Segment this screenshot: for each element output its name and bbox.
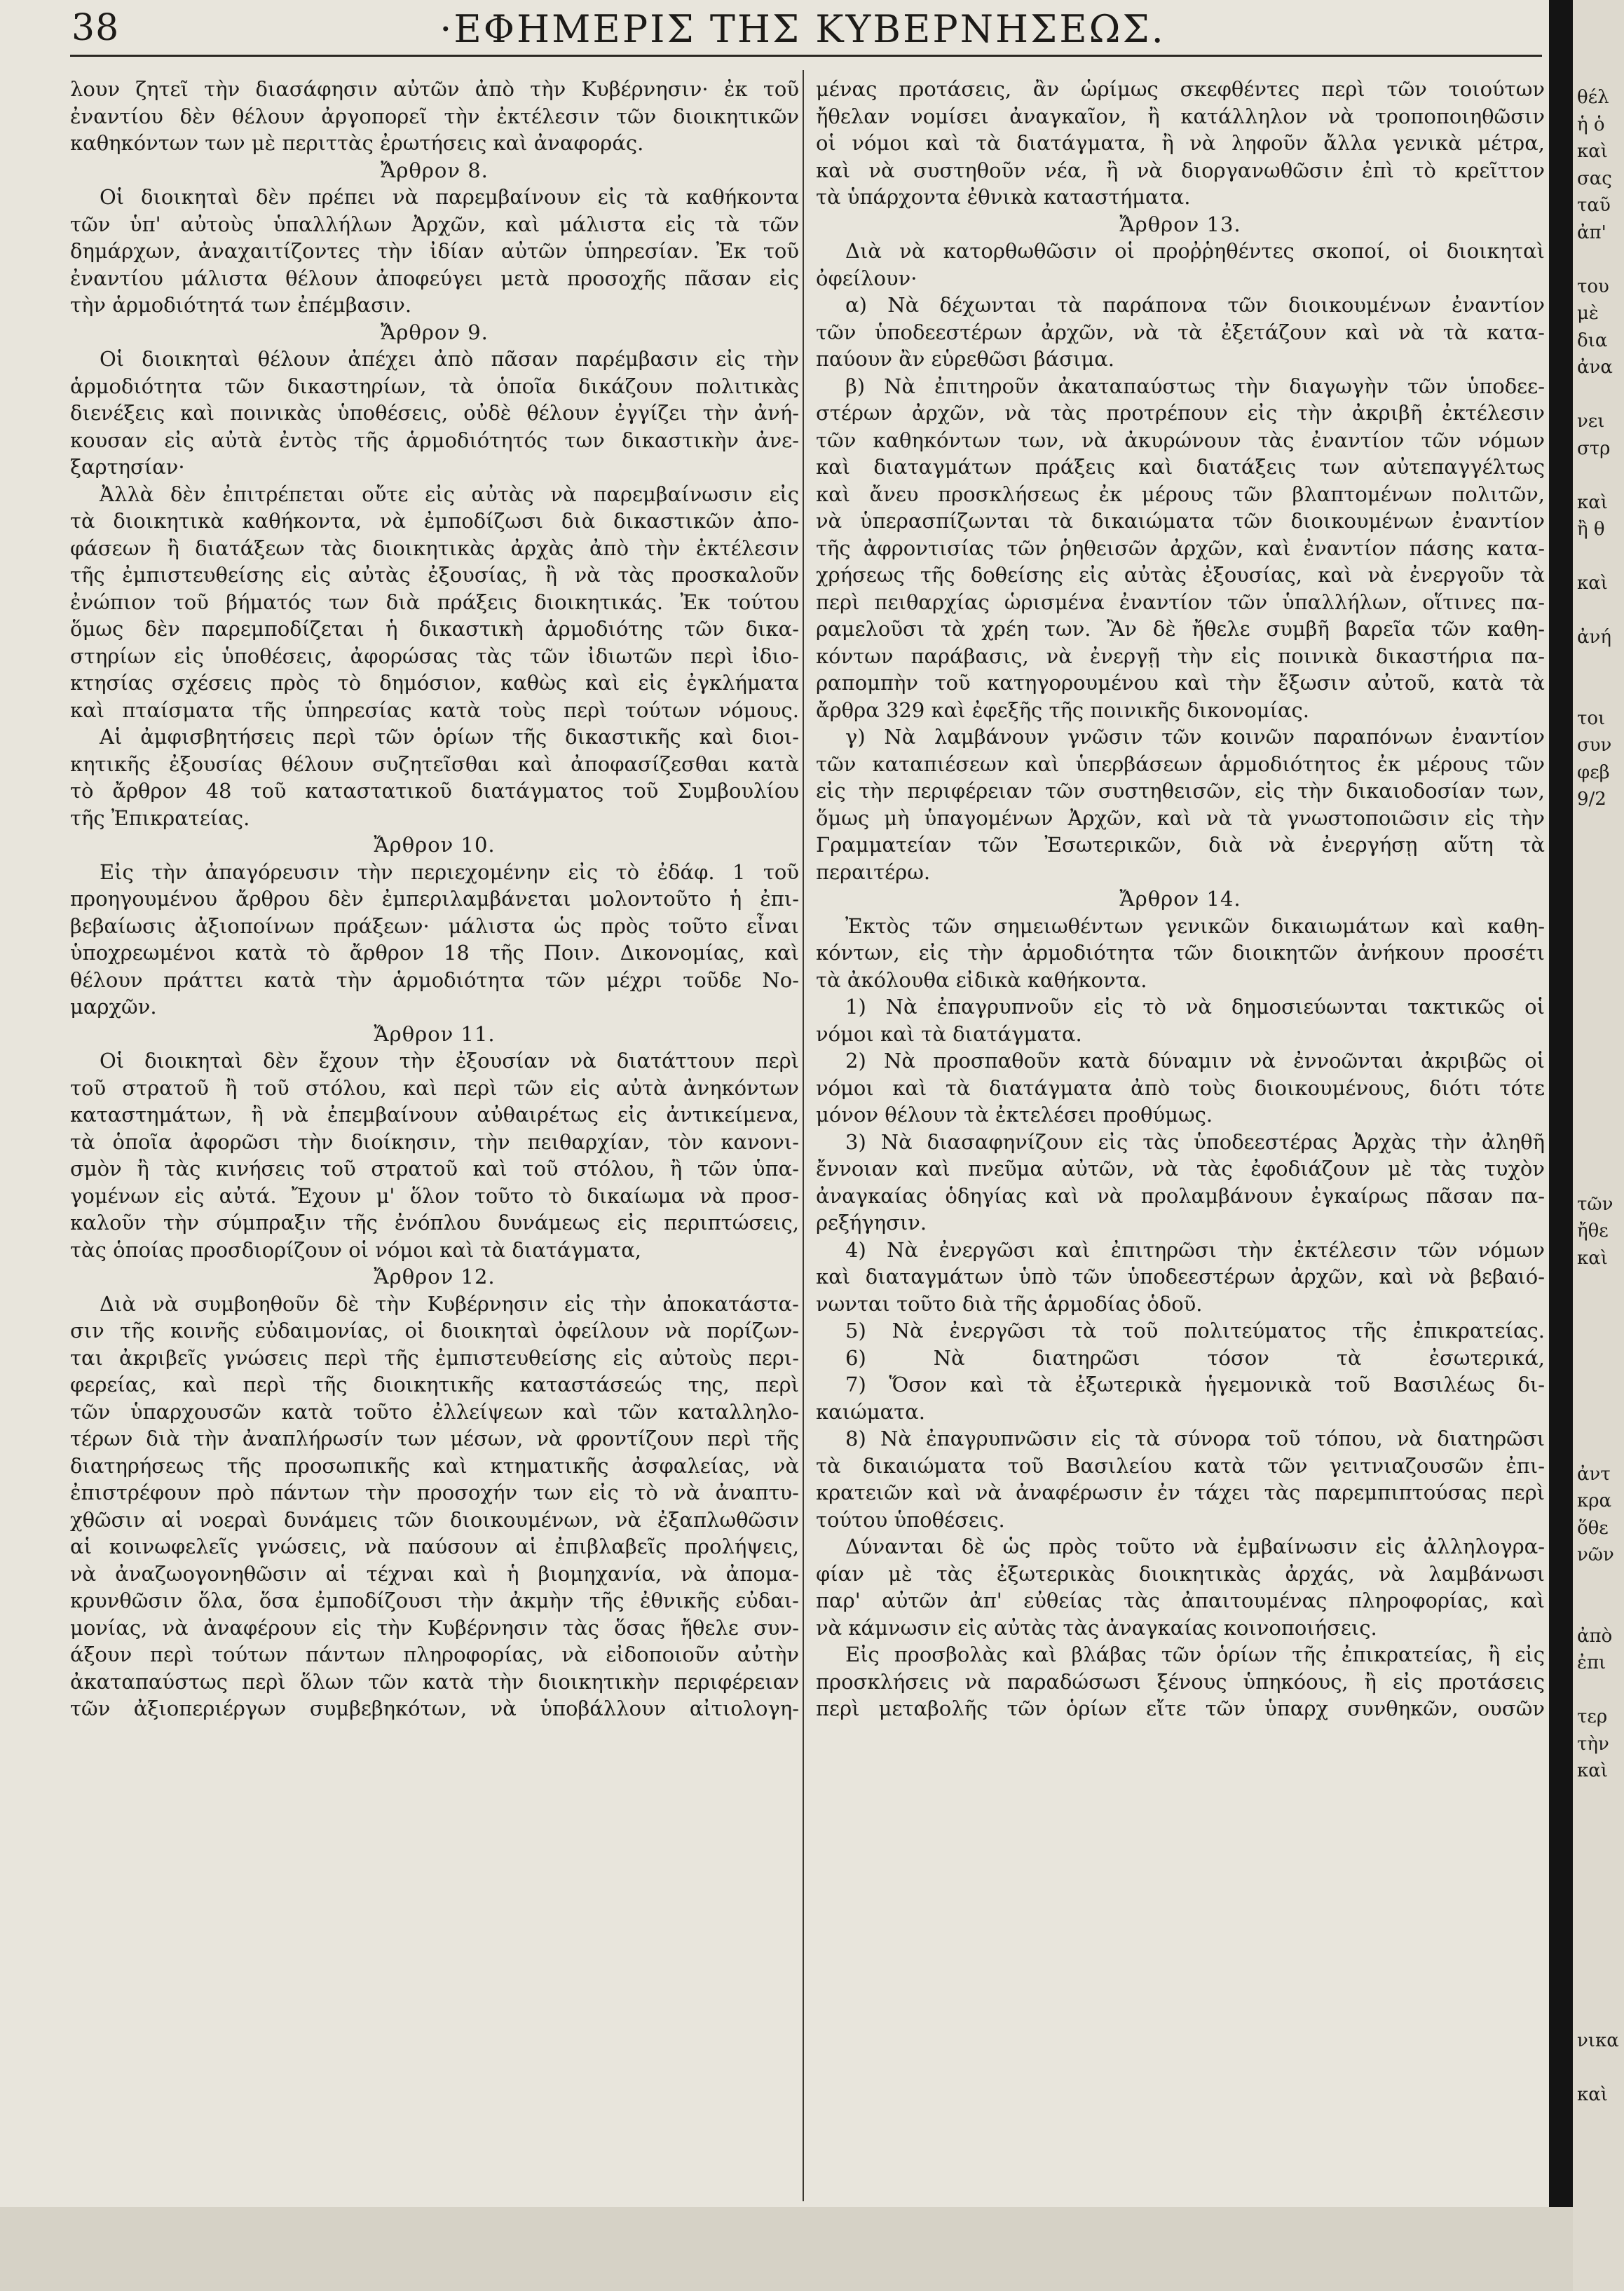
text-line: χθῶσιν αἱ νοεραὶ δυνάμεις τῶν διοικουμένων, νὰ ἐξαπλωθῶσιν [70,1507,799,1532]
text-line: καὶ πταίσματα τῆς ὑπηρεσίας κατὰ τοὺς περὶ τούτων νόμους. [70,698,799,722]
margin-fragment [1573,1785,1624,1812]
text-line: ὑποχρεωμένοι κατὰ τὸ ἄρθρον 18 τῆς Ποιν. Δικονομίας, καὶ [70,941,799,965]
article-heading: Ἄρθρον 14. [1119,887,1241,911]
text-line: φίαν μὲ τὰς ἐξωτερικὰς διοικητικὰς ἀρχάς, νὰ λαμβάνωσι [816,1561,1545,1586]
text-line: βεβαίωσις ἀξιοποίνων πράξεων· μάλιστα ὡς πρὸς τοῦτο εἶναι [70,913,799,938]
text-line: τὰ ἀκόλουθα εἰδικὰ καθήκοντα. [816,967,1147,992]
text-line: ἤθελαν νομίσει ἀναγκαῖον, ἢ κατάλληλον νὰ τροποποιηθῶσιν [816,104,1545,128]
text-line: σιν τῆς κοινῆς εὐδαιμονίας, οἱ διοικηταὶ ὀφείλουν νὰ πορίζων- [70,1319,799,1342]
text-line: ὀφείλουν· [816,266,917,290]
margin-fragment [1573,543,1624,571]
text-line: μόνον θέλουν τὰ ἐκτελέσει προθύμως. [816,1103,1213,1127]
text-line: νὰ ὑπερασπίζωνται τὰ δικαιώματα τῶν διοικουμένων ἐναντίον [816,509,1545,533]
margin-fragment: τοι [1577,707,1606,729]
margin-fragment [1573,1947,1624,1974]
margin-fragment [1573,975,1624,1002]
margin-fragment [1573,1083,1624,1110]
text-line: κρυνθῶσιν ὅλα, ὅσα ἐμποδίζουσι τὴν ἀκμὴν τῆς ἐθνικῆς εὐδαι- [70,1589,799,1612]
text-line: μονίας, νὰ ἀναφέρουν εἰς τὴν Κυβέρνησιν τὰς ὅσας ἤθελε συν- [70,1615,799,1640]
margin-fragment [1573,1056,1624,1083]
margin-fragment: ταῦ [1577,195,1611,216]
text-line: Διὰ νὰ κατορθωθῶσιν οἱ προῤῥηθέντες σκοποί, οἱ διοικηταὶ [845,239,1545,263]
text-line: λουν ζητεῖ τὴν διασάφησιν αὐτῶν ἀπὸ τὴν Κυβέρνησιν· ἐκ τοῦ [70,77,799,101]
page-number: 38 [71,7,120,49]
margin-fragment [1573,1569,1624,1596]
margin-fragment [1573,813,1624,841]
text-line: κόντων παράβασις, νὰ ἐνεργῇ τὴν εἰς ποινικὰ δικαστήρια πα- [816,644,1545,668]
text-line: τούτου ὑποθέσεις. [816,1507,1005,1532]
margin-fragment [1573,651,1624,679]
text-line: ὅμως δὲν παρεμποδίζεται ἡ δικαστικὴ ἁρμοδιότης τῶν δικα- [70,617,799,641]
text-line: νὰ κάμνωσιν εἰς αὐτὰς τὰς ἀναγκαίας κοινοποιήσεις. [816,1615,1377,1640]
margin-fragment: κρα [1577,1490,1612,1511]
text-line: Γραμματείαν τῶν Ἐσωτερικῶν, διὰ νὰ ἐνεργήσῃ αὕτη τὰ [816,833,1545,857]
text-line: τῶν καθηκόντων των, νὰ ἀκυρώνουν τὰς ἐναντίον τῶν νόμων [816,428,1545,452]
text-line: προηγουμένου ἄρθρου δὲν ἐμπεριλαμβάνεται μολοντοῦτο ἡ ἐπι- [70,887,799,911]
margin-fragment [1573,1677,1624,1704]
margin-fragment [1573,1326,1624,1353]
text-line: τέρων διὰ τὴν ἀναπλήρωσίν των μέσων, νὰ φροντίζουν περὶ τῆς [70,1427,799,1450]
text-line: τῶν ὑπαρχουσῶν κατὰ τοῦτο ἐλλείψεων καὶ τῶν καταλληλο- [70,1399,799,1424]
text-line: 2) Νὰ προσπαθοῦν κατὰ δύναμιν νὰ ἐννοῶνται ἀκριβῶς οἱ [845,1049,1545,1073]
text-line: μένας προτάσεις, ἂν ὡρίμως σκεφθέντες περὶ τῶν τοιούτων [816,77,1545,101]
margin-fragment: φεβ [1577,761,1610,783]
text-line: παύουν ἂν εὑρεθῶσι βάσιμα. [816,347,1115,371]
margin-fragment: νει [1577,411,1605,432]
article-heading: Ἄρθρον 8. [381,158,489,182]
margin-fragment: ἀνή [1577,627,1611,648]
margin-fragment: συν [1577,735,1612,756]
margin-fragment [1573,1137,1624,1164]
margin-fragment [1573,1164,1624,1191]
text-line: 5) Νὰ ἐνεργῶσι τὰ τοῦ πολιτεύματος τῆς ἐπικρατείας. [845,1319,1545,1342]
article-heading: Ἄρθρον 12. [374,1265,496,1289]
margin-fragment [1573,1973,1624,2001]
text-line: 6) Νὰ διατηρῶσι τόσον τὰ ἐσωτερικά, [845,1345,1545,1370]
text-line: χρήσεως τῆς δοθείσης εἰς αὐτὰς ἐξουσίας, καὶ νὰ ἐνεργοῦν τὰ [816,563,1545,587]
margin-fragment: ἐπι [1577,1652,1606,1673]
text-line: φερείας, καὶ περὶ τῆς διοικητικῆς καταστάσεώς της, περὶ [70,1373,799,1396]
article-heading: Ἄρθρον 10. [374,833,496,857]
text-line: δημάρχων, ἀναχαιτίζοντες τὴν ἰδίαν αὐτῶν ὑπηρεσίαν. Ἐκ τοῦ [70,239,799,263]
text-line: διατηρήσεως τῆς προσωπικῆς καὶ κτηματικῆς ἀσφαλείας, νὰ [70,1453,799,1478]
margin-fragment [1573,1029,1624,1056]
text-line: ἁρμοδιότητα τῶν δικαστηρίων, τὰ ὁποῖα δικάζουν πολιτικὰς [70,374,799,398]
text-line: τοῦ στρατοῦ ἢ τοῦ στόλου, καὶ περὶ τῶν εἰς αὐτὰ ἀνηκόντων [70,1075,799,1100]
text-line: στέρων ἀρχῶν, νὰ τὰς προτρέπουν εἰς τὴν ἀκριβῆ ἐκτέλεσιν [816,401,1545,425]
margin-fragment: δια [1577,329,1608,351]
text-line: ἐναντίου δὲν θέλουν ἀργοπορεῖ τὴν ἐκτέλεσιν τῶν διοικητικῶν [70,104,799,128]
article-heading: Ἄρθρον 9. [381,320,489,344]
running-title: ·ΕΦΗΜΕΡΙΣ ΤΗΣ ΚΥΒΕΡΝΗΣΕΩΣ. [439,7,1166,51]
margin-fragment [1573,1299,1624,1326]
margin-fragment [1573,246,1624,273]
text-line: ὅμως μὴ ὑπαγομένων Ἀρχῶν, καὶ νὰ τὰ γνωστοποιῶσιν εἰς τὴν [816,805,1545,830]
column-divider [803,70,804,2201]
text-line: τῆς Ἐπικρατείας. [70,805,250,830]
text-line: γ) Νὰ λαμβάνουν γνῶσιν τῶν κοινῶν παραπόνων ἐναντίον [845,725,1545,749]
text-line: ται ἀκριβεῖς γνώσεις περὶ τῆς ἐμπιστευθείσης εἰς αὐτοὺς περι- [70,1345,799,1370]
margin-fragment: θέλ [1577,87,1609,108]
margin-fragment [1573,1380,1624,1407]
margin-fragment [1573,867,1624,895]
text-line: ἔννοιαν καὶ πνεῦμα αὐτῶν, νὰ τὰς ἐφοδιάζουν μὲ τὰς τυχὸν [816,1157,1545,1181]
margin-fragment [1573,1110,1624,1137]
margin-fragment: ἀντ [1577,1463,1611,1485]
text-line: καὶ διαταγμάτων ὑπὸ τῶν ὑποδεεστέρων ἀρχῶν, καὶ νὰ βεβαιό- [816,1265,1545,1289]
text-line: περὶ μεταβολῆς τῶν ὁρίων εἴτε τῶν ὑπαρχ συνθηκῶν, ουσῶν [816,1697,1545,1720]
margin-fragment: καὶ [1577,491,1609,513]
text-line: ἐνώπιον τοῦ βήματός των διὰ πράξεις διοικητικάς. Ἐκ τούτου [70,590,799,614]
right-column [816,76,1545,2200]
text-line: τῶν ἀξιοπεριέργων συμβεβηκότων, νὰ ὑποβάλλουν αἰτιολογη- [70,1697,799,1720]
margin-fragment [1573,1811,1624,1839]
text-line: οἱ νόμοι καὶ τὰ διατάγματα, ἢ νὰ ληφοῦν ἄλλα γενικὰ μέτρα, [816,131,1545,155]
margin-fragment [1573,1434,1624,1461]
margin-fragment [1573,1865,1624,1893]
margin-fragment [1573,1002,1624,1029]
margin-fragment [1573,1919,1624,1947]
text-line: Ἐκτὸς τῶν σημειωθέντων γενικῶν δικαιωμάτων καὶ καθη- [845,913,1545,938]
text-line: Εἰς προσβολὰς καὶ βλάβας τῶν ὁρίων τῆς ἐπικρατείας, ἢ εἰς [845,1643,1545,1666]
text-line: 1) Νὰ ἐπαγρυπνοῦν εἰς τὸ νὰ δημοσιεύωνται τακτικῶς οἱ [845,995,1545,1019]
text-line: γομένων εἰς αὐτά. Ἔχουν μ' ὅλον τοῦτο τὸ δικαίωμα νὰ προσ- [70,1183,799,1208]
margin-fragment: ἀνα [1577,357,1613,378]
margin-fragment: καὶ [1577,2084,1609,2105]
margin-fragment [1573,894,1624,921]
text-line: καθηκόντων των μὲ περιττὰς ἐρωτήσεις καὶ ἀναφοράς. [70,131,644,155]
binding-gutter [1549,0,1573,2207]
margin-fragment [1573,1839,1624,1866]
margin-fragment: σας [1577,168,1612,189]
margin-fragment: καὶ [1577,573,1609,594]
margin-fragment: ἢ θ [1577,519,1605,540]
margin-fragment [1573,1893,1624,1920]
text-line: ἐναντίου μάλιστα θέλουν ἀποφεύγει μετὰ προσοχῆς πᾶσαν εἰς [70,266,799,290]
margin-fragment: νῶν [1577,1544,1614,1565]
text-line: νόμοι καὶ τὰ διατάγματα ἀπὸ τοὺς διοικουμένους, διότι τότε [816,1075,1545,1100]
margin-fragment: καὶ [1577,141,1609,162]
margin-fragment: ἀπὸ [1577,1625,1613,1647]
text-line: αἱ κοινωφελεῖς γνώσεις, νὰ παύσουν αἱ ἐπιβλαβεῖς προλήψεις, [70,1535,799,1558]
margin-fragment: ἀπ' [1577,222,1606,243]
margin-fragment: τῶν [1577,1193,1613,1215]
text-line: διενέξεις καὶ ποινικὰς ὑποθέσεις, οὐδὲ θέλουν ἐγγίζει τὴν ἀνή- [70,401,799,425]
margin-fragment [1573,840,1624,867]
margin-fragment: στρ [1577,437,1611,459]
margin-fragment: 9/2 [1577,789,1606,810]
text-line: τῆς ἐμπιστευθείσης εἰς αὐτὰς ἐξουσίας, ἢ νὰ τὰς προσκαλοῦν [70,563,799,587]
page-header [0,0,1549,56]
text-line: τὸ ἄρθρον 48 τοῦ καταστατικοῦ διατάγματος τοῦ Συμβουλίου [70,779,799,803]
margin-fragment: ἡ ὁ [1577,114,1605,135]
margin-fragment: καὶ [1577,1760,1609,1781]
header-rule [70,55,1542,57]
text-line: ἄρθρα 329 καὶ ἐφεξῆς τῆς ποινικῆς δικονομίας. [816,698,1310,722]
text-line: νωνται τοῦτο διὰ τῆς ἁρμοδίας ὁδοῦ. [816,1291,1203,1316]
text-line: καλοῦν τὴν σύμπραξιν τῆς ἐνόπλου δυνάμεως εἰς περιπτώσεις, [70,1211,799,1235]
margin-fragment [1573,2055,1624,2082]
margin-fragment [1573,948,1624,975]
text-line: α) Νὰ δέχωνται τὰ παράπονα τῶν διοικουμένων ἐναντίον [845,293,1545,317]
text-line: τῆς ἀφροντισίας τῶν ῥηθεισῶν ἀρχῶν, καὶ ἐναντίον πάσης κατα- [816,536,1545,560]
text-line: 8) Νὰ ἐπαγρυπνῶσιν εἰς τὰ σύνορα τοῦ τόπου, νὰ διατηρῶσι [845,1427,1545,1450]
margin-fragment: ὅθε [1577,1517,1609,1539]
text-line: άξουν περὶ τούτων πάντων πληροφορίας, νὰ εἰδοποιοῦν αὐτὴν [70,1643,799,1666]
text-line: καταστημάτων, ἢ νὰ ἐπεμβαίνουν αὐθαιρέτως εἰς ἀντικείμενα, [70,1103,799,1127]
text-line: σμὸν ἢ τὰς κινήσεις τοῦ στρατοῦ καὶ τοῦ στόλου, ἢ τῶν ὑπα- [70,1157,799,1181]
margin-fragment [1573,1407,1624,1434]
text-line: κόντων, εἰς τὴν ἁρμοδιότητα τῶν διοικητῶν ἀνήκουν προσέτι [816,941,1545,965]
text-line: καὶ διαταγμάτων πράξεις καὶ διατάξεις των αὐτεπαγγέλτως [816,455,1545,479]
text-line: ρεξήγησιν. [816,1211,927,1235]
text-line: 7) Ὅσον καὶ τὰ ἐξωτερικὰ ἡγεμονικὰ τοῦ Βασιλέως δι- [845,1373,1545,1396]
text-line: περαιτέρω. [816,859,931,884]
text-line: κτησίας σχέσεις πρὸς τὸ δημόσιον, καθὼς καὶ εἰς ἐγκλήματα [70,671,799,695]
text-line: στηρίων εἰς ὑποθέσεις, ἀφορώσας τὰς τῶν ἰδιωτῶν περὶ ἰδιο- [70,644,799,668]
text-line: ραμελοῦσι τὰ χρέη των. Ἂν δὲ ἤθελε συμβῆ βαρεῖα τῶν καθη- [816,617,1545,641]
text-line: τῶν ὑποδεεστέρων ἀρχῶν, νὰ τὰ ἐξετάζουν καὶ νὰ τὰ κατα- [816,320,1545,344]
margin-fragment [1573,2001,1624,2028]
text-line: κουσαν εἰς αὐτὰ ἐντὸς τῆς ἁρμοδιότητός των δικαστικὴν ἀνε- [70,428,799,452]
text-line: ἐπιστρέφουν πρὸ πάντων τὴν προσοχήν των εἰς τὸ νὰ ἀναπτυ- [70,1481,799,1504]
text-line: Οἱ διοικηταὶ δὲν πρέπει νὰ παρεμβαίνουν εἰς τὰ καθήκοντα [100,185,799,209]
margin-fragment [1573,1353,1624,1380]
text-line: φάσεων ἢ διατάξεων τὰς διοικητικὰς ἀρχὰς ἀπὸ τὴν ἐκτέλεσιν [70,536,799,560]
margin-fragment [1573,1596,1624,1623]
text-line: μαρχῶν. [70,995,157,1019]
text-line: καιώματα. [816,1399,926,1424]
text-line: Ἀλλὰ δὲν ἐπιτρέπεται οὔτε εἰς αὐτὰς νὰ παρεμβαίνωσιν εἰς [100,482,799,506]
text-line: παρ' αὐτῶν ἀπ' εὐθείας τὰς ἀπαιτουμένας πληροφορίας, καὶ [816,1589,1545,1612]
article-heading: Ἄρθρον 13. [1119,212,1241,236]
margin-fragment [1573,1272,1624,1299]
text-line: 3) Νὰ διασαφηνίζουν εἰς τὰς ὑποδεεστέρας Ἀρχὰς τὴν ἀληθῆ [845,1129,1545,1154]
text-line: Οἱ διοικηταὶ δὲν ἔχουν τὴν ἐξουσίαν νὰ διατάττουν περὶ [100,1049,799,1073]
text-line: κητικῆς ἐξουσίας θέλουν συζητεῖσθαι καὶ ἀποφασίζεσθαι κατὰ [70,752,799,776]
text-line: Διὰ νὰ συμβοηθοῦν δὲ τὴν Κυβέρνησιν εἰς τὴν ἀποκατάστα- [100,1291,799,1316]
text-line: περὶ πειθαρχίας ὡρισμένα ἐναντίον τῶν ὑπαλλήλων, οἵτινες πα- [816,590,1545,614]
text-line: 4) Νὰ ἐνεργῶσι καὶ ἐπιτηρῶσι τὴν ἐκτέλεσιν τῶν νόμων [845,1237,1545,1262]
text-line: νὰ ἀναζωογονηθῶσιν αἱ τέχναι καὶ ἡ βιομηχανία, νὰ ἀπομα- [70,1561,799,1586]
article-heading: Ἄρθρον 11. [374,1021,496,1046]
text-line: Αἱ ἀμφισβητήσεις περὶ τῶν ὁρίων τῆς δικαστικῆς καὶ διοι- [100,725,799,749]
margin-fragment [1573,2109,1624,2136]
text-line: ἀκαταπαύστως περὶ ὅλων τῶν κατὰ τὴν διοικητικὴν περιφέρειαν [70,1669,799,1694]
margin-fragment: ἤθε [1577,1221,1609,1242]
text-line: τὰς ὁποίας προσδιορίζουν οἱ νόμοι καὶ τὰ διατάγματα, [70,1237,642,1262]
text-line: νόμοι καὶ τὰ διατάγματα. [816,1021,1082,1046]
margin-fragment: τερ [1577,1706,1608,1727]
text-line: ἀναγκαίας ὁδηγίας καὶ νὰ προλαμβάνουν ἐγκαίρως πᾶσαν πα- [816,1183,1545,1208]
margin-fragment: νικα [1577,2030,1619,2051]
text-line: τῶν ὑπ' αὐτοὺς ὑπαλλήλων Ἀρχῶν, καὶ μάλιστα εἰς τὰ τῶν [70,212,799,236]
text-line: Δύνανται δὲ ὡς πρὸς τοῦτο νὰ ἐμβαίνωσιν εἰς ἀλληλογρα- [845,1535,1545,1558]
margin-fragment [1573,597,1624,625]
text-line: κρατειῶν καὶ νὰ ἀναφέρωσιν ἐν τάχει τὰς παρεμπιπτούσας περὶ [816,1481,1545,1504]
text-line: τὰ ὁποῖα ἀφορῶσι τὴν διοίκησιν, τὴν πειθαρχίαν, τὸν κανονι- [70,1129,799,1154]
margin-fragment: μὲ [1577,303,1599,324]
margin-fragment: καὶ [1577,1247,1609,1269]
left-column [70,76,799,2200]
text-line: τὰ διοικητικὰ καθήκοντα, νὰ ἐμποδίζωσι διὰ δικαστικῶν ἀπο- [70,509,799,533]
text-line: προσκλήσεις νὰ παραδώσωσι ξένους ὑπηκόους, ἢ εἰς προτάσεις [816,1669,1545,1694]
text-line: εἰς τὴν περιφέρειαν τῶν συστηθεισῶν, εἰς τὴν δικαιοδοσίαν των, [816,779,1545,803]
text-line: β) Νὰ ἐπιτηροῦν ἀκαταπαύστως τὴν διαγωγὴν τῶν ὑποδεε- [845,374,1545,398]
text-line: ραπομπὴν τοῦ κατηγορουμένου καὶ τὴν ἔξωσιν αὐτοῦ, κατὰ τὰ [816,671,1545,695]
text-line: τὰ δικαιώματα τοῦ Βασιλείου κατὰ τῶν γειτνιαζουσῶν ἐπι- [816,1453,1545,1478]
margin-fragment [1573,921,1624,949]
margin-fragment [1573,462,1624,489]
text-line: τὰ ὑπάρχοντα ἐθνικὰ καταστήματα. [816,185,1191,209]
adjacent-page-margin [1573,0,1624,2291]
text-line: καὶ ἄνευ προσκλήσεως ἐκ μέρους τῶν βλαπτομένων πολιτῶν, [816,482,1545,506]
text-line: ξαρτησίαν· [70,455,185,479]
margin-fragment: του [1577,276,1609,297]
text-line: τὴν ἁρμοδιότητά των ἐπέμβασιν. [70,293,412,317]
text-line: καὶ νὰ συστηθοῦν νέα, ἢ νὰ διοργανωθῶσιν ἐπὶ τὸ κρεῖττον [816,158,1545,182]
text-line: Οἱ διοικηταὶ θέλουν ἀπέχει ἀπὸ πᾶσαν παρέμβασιν εἰς τὴν [100,347,799,371]
text-line: θέλουν πράττει κατὰ τὴν ἁρμοδιότητα τῶν μέχρι τοῦδε Νο- [70,967,799,992]
margin-fragment [1573,678,1624,705]
margin-fragment: τὴν [1577,1733,1609,1755]
text-line: τῶν καταπιέσεων καὶ ὑπερβάσεων ἁρμοδιότητος ἐκ μέρους τῶν [816,752,1545,776]
text-line: Εἰς τὴν ἀπαγόρευσιν τὴν περιεχομένην εἰς τὸ ἐδάφ. 1 τοῦ [100,859,799,884]
margin-fragment [1573,381,1624,409]
